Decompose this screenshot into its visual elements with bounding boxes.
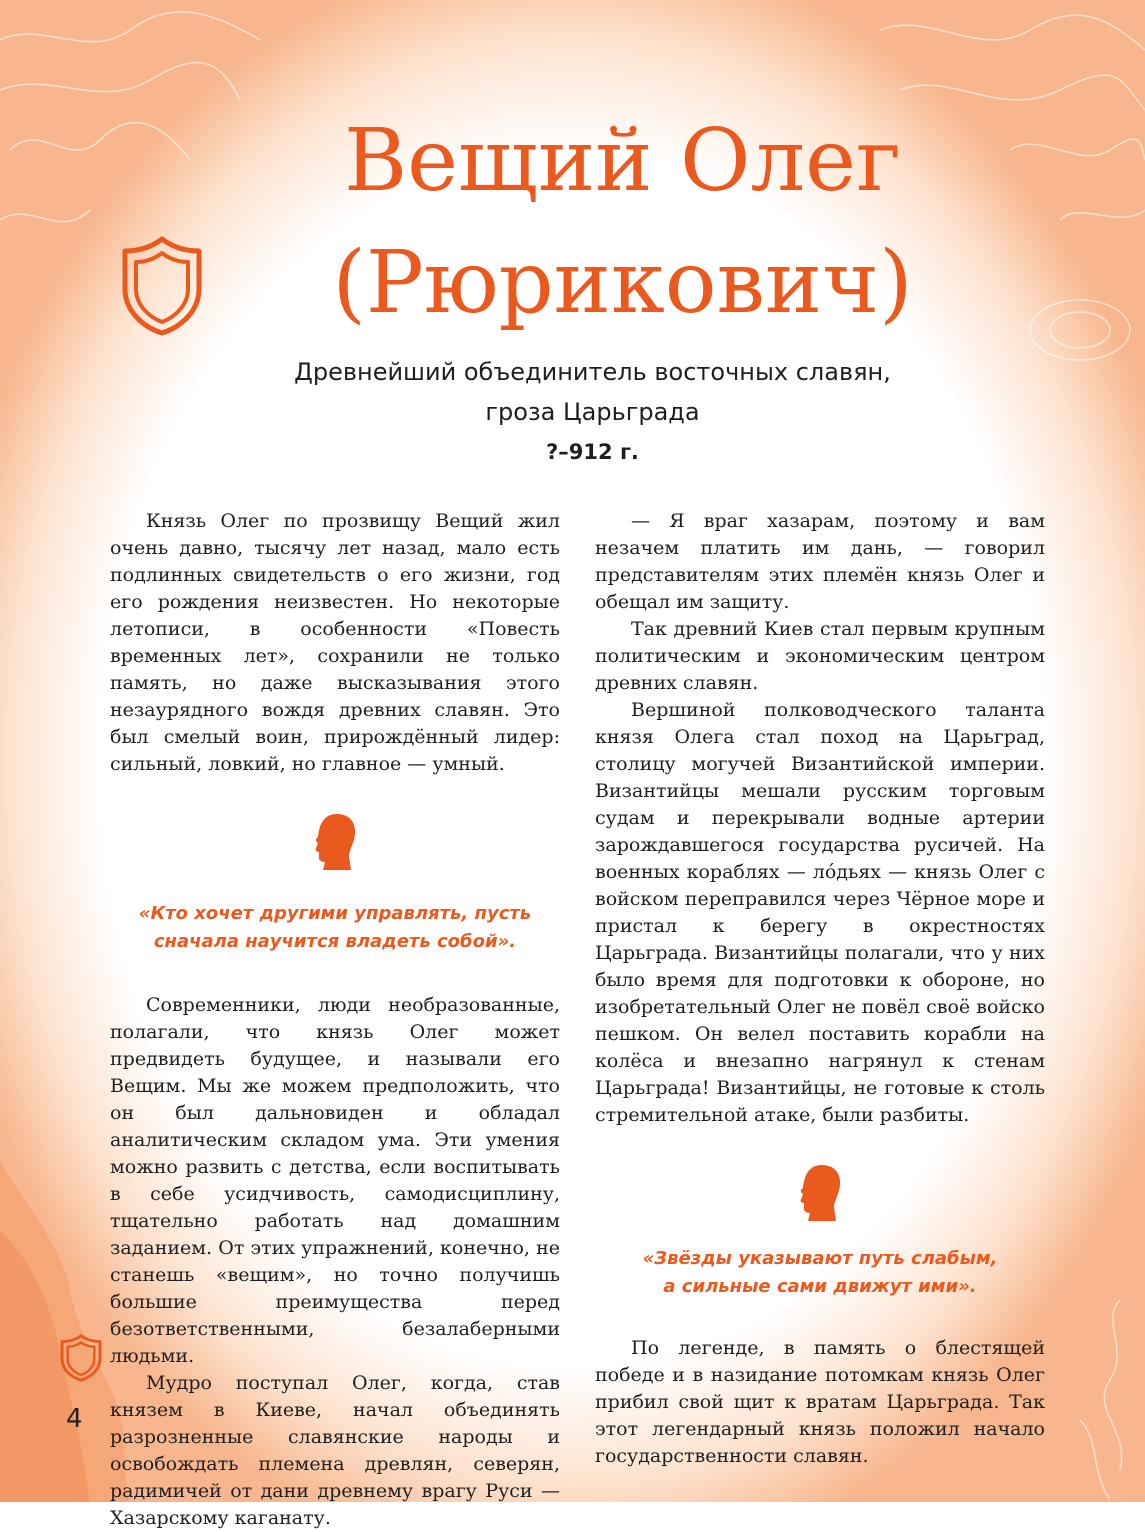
quote-block (595, 1163, 1045, 1301)
subtitle (150, 352, 1035, 432)
paragraph: Мудро поступал Олег, когда, став князем в Киеве, начал объединять разрозненные славянские народы и освобождать племена древлян, северян, радимичей от дани древнему врагу Руси — Хазарскому каганату. (110, 1372, 560, 1529)
quote (110, 900, 560, 956)
paragraph: Вершиной полководческого таланта князя Олега стал поход на Царьград, столицу могучей Византийской империи. Византийцы мешали русским торговым судам и перекрывали водные артерии зарождавшегося государства русичей. На военных кораблях — ло́дьях — князь Олег с войском переправился через Чёрное море и пристал к берегу в окрестностях Царьграда. Византийцы полагали, что у них было время для подготовки к обороне, но изобретательный Олег не повёл своё войско пешком. Он велел поставить корабли на колёса и внезапно нагрянул к стенам Царьграда! Византийцы, не готовые к столь стремительной атаке, были разбиты. (595, 699, 1045, 1126)
subtitle-line-2: гроза Царьграда (485, 398, 700, 426)
life-dates: ?–912 г. (546, 440, 639, 464)
quote-line-2: а сильные сами движут ими». (663, 1276, 977, 1297)
left-column (110, 508, 560, 1532)
quote-line-1: «Кто хочет другими управлять, пусть (138, 903, 532, 924)
page-title (200, 100, 1045, 344)
quote (595, 1245, 1045, 1301)
paragraph: Князь Олег по прозвищу Вещий жил очень давно, тысячу лет назад, мало есть подлинных свидетельств о его жизни, год его рождения неизвестен. Но некоторые летописи, в особенности «Повесть временных лет», сохранили не только память, но даже высказывания этого незаурядного вождя древних славян. Это был смелый воин, прирождённый лидер: сильный, ловкий, но главное — умный. (110, 510, 560, 775)
shield-icon (121, 235, 203, 337)
shield-icon (60, 1334, 102, 1382)
head-silhouette-icon (313, 812, 357, 872)
subtitle-line-1: Древнейший объединитель восточных славян, (294, 358, 891, 386)
quote-line-2: сначала научится владеть собой». (153, 931, 517, 952)
page-number: 4 (66, 1404, 83, 1434)
head-silhouette-icon (798, 1163, 842, 1223)
quote-block (110, 812, 560, 956)
paragraph: Современники, люди необразованные, полагали, что князь Олег может предвидеть будущее, и называли его Вещим. Мы же можем предположить, что он был дальновиден и обладал аналитическим складом ума. Эти умения можно развить с детства, если воспитывать в себе усидчивость, самодисциплину, тщательно работать над домашним заданием. От этих упражнений, конечно, не станешь «вещим», но точно получишь большие преимущества перед безответственными, безалаберными людьми. (110, 994, 560, 1367)
quote-line-1: «Звёзды указывают путь слабым, (642, 1248, 998, 1269)
right-column (595, 508, 1045, 1470)
paragraph: Так древний Киев стал первым крупным политическим и экономическим центром древних славян. (595, 618, 1045, 694)
title-line-2: (Рюрикович) (332, 233, 913, 333)
paragraph: По легенде, в память о блестящей победе и в назидание потомкам князь Олег прибил свой щит к вратам Царьграда. Так этот легендарный князь положил начало государственности славян. (595, 1337, 1045, 1467)
title-line-1: Вещий Олег (343, 111, 902, 211)
paragraph: — Я враг хазарам, поэтому и вам незачем платить им дань, — говорил представителям этих племён князь Олег и обещал им защиту. (595, 510, 1045, 613)
